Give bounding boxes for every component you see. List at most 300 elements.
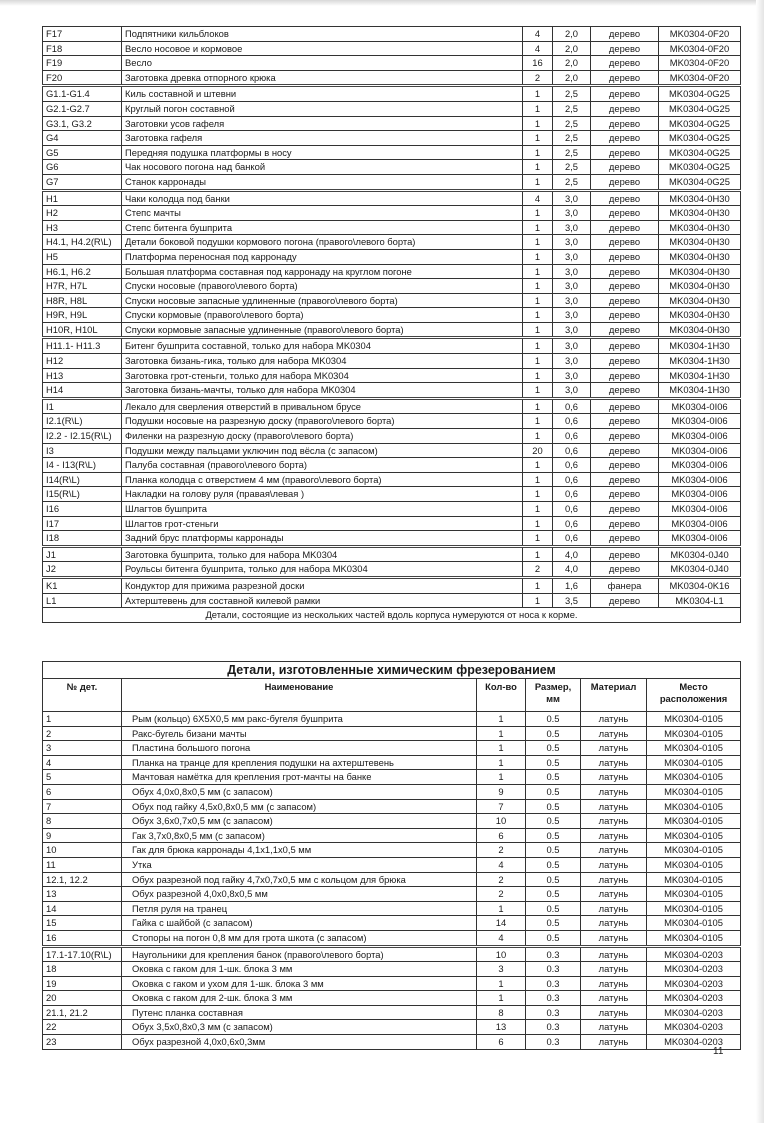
part-material: дерево [591, 443, 659, 458]
part-qty: 16 [523, 56, 553, 71]
part-location: MK0304-0G25 [659, 145, 741, 160]
part-name: Чак носового погона над банкой [122, 160, 523, 175]
table-row [43, 531, 741, 547]
part-size: 2,0 [553, 56, 591, 71]
part-material: дерево [591, 279, 659, 294]
table-row [43, 887, 741, 902]
part-id: H1 [43, 190, 122, 206]
part-id: 15 [43, 916, 122, 931]
part-name: Оковка с гаком для 1-шк. блока 3 мм [122, 962, 477, 977]
table-row [43, 916, 741, 931]
part-material: дерево [591, 220, 659, 235]
part-name: Планка колодца с отверстием 4 мм (правого\левого борта) [122, 472, 523, 487]
table-row [43, 145, 741, 160]
part-material: латунь [581, 828, 647, 843]
part-name: Задний брус платформы карронады [122, 531, 523, 547]
part-id: H4.1, H4.2(R\L) [43, 235, 122, 250]
part-material: латунь [581, 872, 647, 887]
part-material: дерево [591, 27, 659, 42]
part-location: MK0304-1H30 [659, 354, 741, 369]
part-size: 2,5 [553, 86, 591, 102]
part-id: 18 [43, 962, 122, 977]
part-id: H10R, H10L [43, 322, 122, 338]
part-material: дерево [591, 593, 659, 608]
part-id: 14 [43, 901, 122, 916]
part-location: MK0304-0H30 [659, 190, 741, 206]
header-size: Размер, мм [526, 679, 581, 712]
part-id: G6 [43, 160, 122, 175]
table-row [43, 930, 741, 946]
part-name: Круглый погон составной [122, 101, 523, 116]
part-size: 0.5 [526, 916, 581, 931]
part-location: MK0304-0105 [647, 741, 741, 756]
part-location: MK0304-0105 [647, 828, 741, 843]
part-name: Гак для брюка карронады 4,1х1,1х0,5 мм [122, 843, 477, 858]
part-location: MK0304-0I06 [659, 531, 741, 547]
part-size: 0.5 [526, 901, 581, 916]
part-qty: 2 [477, 843, 526, 858]
table-row [43, 516, 741, 531]
part-qty: 1 [523, 131, 553, 146]
part-size: 4,0 [553, 562, 591, 578]
part-id: I2.2 - I2.15(R\L) [43, 429, 122, 444]
page-number: 11 [713, 1046, 724, 1057]
table-row [43, 472, 741, 487]
part-name: Подушки носовые на разрезную доску (правого\левого борта) [122, 414, 523, 429]
part-location: MK0304-0G25 [659, 131, 741, 146]
part-qty: 1 [477, 726, 526, 741]
part-qty: 1 [523, 101, 553, 116]
part-qty: 1 [523, 145, 553, 160]
part-material: дерево [591, 531, 659, 547]
part-material: фанера [591, 577, 659, 593]
part-id: 16 [43, 930, 122, 946]
table-row [43, 86, 741, 102]
part-qty: 4 [523, 27, 553, 42]
part-name: Заготовка грот-стеньги, только для набора MK0304 [122, 368, 523, 383]
part-location: MK0304-0H30 [659, 308, 741, 323]
table-row [43, 160, 741, 175]
part-name: Заготовка бизань-гика, только для набора MK0304 [122, 354, 523, 369]
part-size: 0.3 [526, 991, 581, 1006]
part-material: латунь [581, 814, 647, 829]
part-name: Обух разрезной 4,0х0,8х0,5 мм [122, 887, 477, 902]
part-qty: 1 [523, 322, 553, 338]
part-qty: 1 [523, 220, 553, 235]
part-size: 0,6 [553, 487, 591, 502]
part-material: дерево [591, 293, 659, 308]
table-row [43, 190, 741, 206]
part-material: дерево [591, 206, 659, 221]
part-size: 0.3 [526, 1005, 581, 1020]
part-qty: 4 [523, 41, 553, 56]
part-name: Мачтовая намётка для крепления грот-мачты на банке [122, 770, 477, 785]
part-name: Планка на транце для крепления подушки на ахтерштевень [122, 755, 477, 770]
part-location: MK0304-0G25 [659, 160, 741, 175]
part-size: 0.5 [526, 784, 581, 799]
part-location: MK0304-0105 [647, 857, 741, 872]
part-id: 10 [43, 843, 122, 858]
part-id: H12 [43, 354, 122, 369]
part-name: Обух разрезной 4,0х0,6х0,3мм [122, 1035, 477, 1050]
table-row [43, 443, 741, 458]
part-id: G2.1-G2.7 [43, 101, 122, 116]
part-size: 3,0 [553, 322, 591, 338]
part-id: 17.1-17.10(R\L) [43, 946, 122, 962]
table-row [43, 502, 741, 517]
part-qty: 20 [523, 443, 553, 458]
table-row [43, 1005, 741, 1020]
part-material: дерево [591, 546, 659, 562]
part-id: I18 [43, 531, 122, 547]
etched-parts-table [42, 661, 741, 1050]
part-id: G3.1, G3.2 [43, 116, 122, 131]
part-material: латунь [581, 946, 647, 962]
part-qty: 2 [523, 562, 553, 578]
part-name: Филенки на разрезную доску (правого\левого борта) [122, 429, 523, 444]
part-location: MK0304-0203 [647, 1020, 741, 1035]
part-name: Весло носовое и кормовое [122, 41, 523, 56]
part-location: MK0304-0105 [647, 784, 741, 799]
part-size: 0.3 [526, 1020, 581, 1035]
part-qty: 1 [523, 206, 553, 221]
part-material: дерево [591, 235, 659, 250]
part-location: MK0304-0F20 [659, 70, 741, 86]
table-row [43, 414, 741, 429]
part-material: латунь [581, 799, 647, 814]
part-id: F17 [43, 27, 122, 42]
part-qty: 3 [477, 962, 526, 977]
table-row [43, 41, 741, 56]
part-location: MK0304-0G25 [659, 101, 741, 116]
part-id: 12.1, 12.2 [43, 872, 122, 887]
part-id: H13 [43, 368, 122, 383]
part-qty: 2 [477, 872, 526, 887]
part-name: Степс мачты [122, 206, 523, 221]
part-id: J1 [43, 546, 122, 562]
table-row [43, 562, 741, 578]
table-row [43, 322, 741, 338]
part-material: латунь [581, 976, 647, 991]
table-row [43, 976, 741, 991]
part-material: дерево [591, 458, 659, 473]
part-name: Наугольники для крепления банок (правого\левого борта) [122, 946, 477, 962]
part-id: 2 [43, 726, 122, 741]
part-size: 1,6 [553, 577, 591, 593]
part-size: 2,5 [553, 116, 591, 131]
part-qty: 1 [523, 174, 553, 190]
part-size: 0.5 [526, 843, 581, 858]
part-name: Оковка с гаком для 2-шк. блока 3 мм [122, 991, 477, 1006]
part-location: MK0304-0105 [647, 814, 741, 829]
header-row [43, 679, 741, 712]
part-qty: 14 [477, 916, 526, 931]
part-size: 3,0 [553, 264, 591, 279]
part-name: Рым (кольцо) 6X5X0,5 мм ракс-бугеля бушприта [122, 712, 477, 727]
part-material: латунь [581, 770, 647, 785]
header-name: Наименование [122, 679, 477, 712]
part-material: латунь [581, 784, 647, 799]
table-row [43, 308, 741, 323]
part-material: дерево [591, 116, 659, 131]
part-id: 13 [43, 887, 122, 902]
numbering-note: Детали, состоящие из нескольких частей вдоль корпуса нумеруются от носа к корме. [43, 608, 741, 623]
table-row [43, 755, 741, 770]
part-name: Роульсы битенга бушприта, только для набора MK0304 [122, 562, 523, 578]
part-size: 3,0 [553, 383, 591, 399]
part-name: Обух под гайку 4,5х0,8х0,5 мм (с запасом) [122, 799, 477, 814]
part-size: 0.5 [526, 930, 581, 946]
table-row [43, 279, 741, 294]
part-id: 3 [43, 741, 122, 756]
part-location: MK0304-0I06 [659, 487, 741, 502]
part-id: H7R, H7L [43, 279, 122, 294]
part-qty: 4 [477, 930, 526, 946]
part-name: Обух 3,5х0,8х0,3 мм (с запасом) [122, 1020, 477, 1035]
part-material: латунь [581, 843, 647, 858]
part-size: 3,5 [553, 593, 591, 608]
part-material: латунь [581, 962, 647, 977]
part-location: MK0304-0G25 [659, 86, 741, 102]
table-row [43, 131, 741, 146]
part-id: 19 [43, 976, 122, 991]
part-location: MK0304-0105 [647, 726, 741, 741]
part-material: дерево [591, 472, 659, 487]
part-id: L1 [43, 593, 122, 608]
part-qty: 1 [523, 487, 553, 502]
part-qty: 1 [477, 976, 526, 991]
table-row [43, 872, 741, 887]
part-id: 4 [43, 755, 122, 770]
part-name: Спуски кормовые запасные удлиненные (правого\левого борта) [122, 322, 523, 338]
part-id: 8 [43, 814, 122, 829]
table-row [43, 429, 741, 444]
part-qty: 1 [523, 293, 553, 308]
part-size: 2,5 [553, 131, 591, 146]
section-title-row [43, 662, 741, 679]
part-material: латунь [581, 712, 647, 727]
part-qty: 4 [523, 190, 553, 206]
table-row [43, 338, 741, 354]
part-location: MK0304-0203 [647, 991, 741, 1006]
part-id: J2 [43, 562, 122, 578]
part-size: 0,6 [553, 398, 591, 414]
part-qty: 1 [523, 354, 553, 369]
part-size: 0,6 [553, 502, 591, 517]
table-row [43, 27, 741, 42]
part-size: 0.3 [526, 946, 581, 962]
part-location: MK0304-0F20 [659, 56, 741, 71]
table-row [43, 962, 741, 977]
part-name: Спуски носовые запасные удлиненные (правого\левого борта) [122, 293, 523, 308]
part-location: MK0304-0203 [647, 1035, 741, 1050]
part-location: MK0304-0105 [647, 887, 741, 902]
table-row [43, 770, 741, 785]
part-material: дерево [591, 131, 659, 146]
part-location: MK0304-0105 [647, 872, 741, 887]
part-size: 0.5 [526, 887, 581, 902]
part-qty: 1 [523, 398, 553, 414]
table-row [43, 946, 741, 962]
scan-edge-right [756, 0, 764, 1123]
part-name: Степс битенга бушприта [122, 220, 523, 235]
part-material: латунь [581, 887, 647, 902]
part-id: H9R, H9L [43, 308, 122, 323]
part-location: MK0304-0I06 [659, 398, 741, 414]
part-location: MK0304-0105 [647, 901, 741, 916]
part-qty: 1 [477, 991, 526, 1006]
table-row [43, 726, 741, 741]
part-name: Ахтерштевень для составной килевой рамки [122, 593, 523, 608]
part-location: MK0304-0203 [647, 962, 741, 977]
part-material: дерево [591, 308, 659, 323]
table-row [43, 784, 741, 799]
part-id: G4 [43, 131, 122, 146]
table-row [43, 206, 741, 221]
part-name: Стопоры на погон 0,8 мм для грота шкота (с запасом) [122, 930, 477, 946]
part-id: 7 [43, 799, 122, 814]
part-location: MK0304-0105 [647, 930, 741, 946]
part-qty: 1 [523, 86, 553, 102]
part-id: 20 [43, 991, 122, 1006]
part-qty: 1 [523, 160, 553, 175]
part-material: дерево [591, 145, 659, 160]
table-row [43, 398, 741, 414]
table-row [43, 828, 741, 843]
part-size: 0.5 [526, 814, 581, 829]
part-qty: 1 [477, 741, 526, 756]
part-id: 1 [43, 712, 122, 727]
part-id: I16 [43, 502, 122, 517]
part-material: латунь [581, 1020, 647, 1035]
part-location: MK0304-0H30 [659, 220, 741, 235]
part-name: Подушки между пальцами уключин под вёсла (с запасом) [122, 443, 523, 458]
part-size: 3,0 [553, 249, 591, 264]
part-location: MK0304-0H30 [659, 293, 741, 308]
table-row [43, 593, 741, 608]
table-row [43, 857, 741, 872]
part-location: MK0304-0203 [647, 1005, 741, 1020]
part-material: дерево [591, 502, 659, 517]
part-location: MK0304-0I06 [659, 429, 741, 444]
part-name: Станок карронады [122, 174, 523, 190]
part-id: 22 [43, 1020, 122, 1035]
part-id: K1 [43, 577, 122, 593]
part-size: 3,0 [553, 235, 591, 250]
part-size: 0.5 [526, 770, 581, 785]
part-material: латунь [581, 901, 647, 916]
part-location: MK0304-0H30 [659, 206, 741, 221]
part-id: G5 [43, 145, 122, 160]
part-qty: 1 [523, 368, 553, 383]
part-id: H5 [43, 249, 122, 264]
part-id: H14 [43, 383, 122, 399]
part-name: Обух 4,0х0,8х0,5 мм (с запасом) [122, 784, 477, 799]
part-material: дерево [591, 338, 659, 354]
part-location: MK0304-1H30 [659, 383, 741, 399]
part-material: дерево [591, 368, 659, 383]
part-size: 3,0 [553, 279, 591, 294]
table-row [43, 991, 741, 1006]
part-material: дерево [591, 264, 659, 279]
table-row [43, 814, 741, 829]
table-row [43, 799, 741, 814]
part-qty: 1 [523, 116, 553, 131]
section-title: Детали, изготовленные химическим фрезерованием [43, 662, 741, 679]
part-size: 3,0 [553, 338, 591, 354]
part-size: 0.5 [526, 828, 581, 843]
part-id: 11 [43, 857, 122, 872]
table-row [43, 249, 741, 264]
part-location: MK0304-0105 [647, 770, 741, 785]
part-material: дерево [591, 414, 659, 429]
part-size: 0,6 [553, 414, 591, 429]
part-name: Шлагтов бушприта [122, 502, 523, 517]
part-material: дерево [591, 487, 659, 502]
part-qty: 8 [477, 1005, 526, 1020]
part-id: I17 [43, 516, 122, 531]
part-qty: 1 [477, 755, 526, 770]
header-id: № дет. [43, 679, 122, 712]
part-name: Шлагтов грот-стеньги [122, 516, 523, 531]
part-location: MK0304-1H30 [659, 338, 741, 354]
part-qty: 9 [477, 784, 526, 799]
part-name: Заготовки усов гафеля [122, 116, 523, 131]
part-material: латунь [581, 857, 647, 872]
part-size: 0,6 [553, 443, 591, 458]
part-size: 0,6 [553, 429, 591, 444]
part-name: Гак 3,7х0,8х0,5 мм (с запасом) [122, 828, 477, 843]
part-name: Лекало для сверления отверстий в привальном брусе [122, 398, 523, 414]
part-size: 2,5 [553, 160, 591, 175]
part-name: Утка [122, 857, 477, 872]
table-row [43, 56, 741, 71]
part-id: F19 [43, 56, 122, 71]
part-qty: 1 [477, 770, 526, 785]
part-qty: 10 [477, 946, 526, 962]
part-material: дерево [591, 429, 659, 444]
table-row [43, 383, 741, 399]
part-material: дерево [591, 190, 659, 206]
part-size: 0,6 [553, 516, 591, 531]
part-name: Пластина большого погона [122, 741, 477, 756]
part-material: латунь [581, 1035, 647, 1050]
part-size: 3,0 [553, 368, 591, 383]
part-size: 2,0 [553, 41, 591, 56]
part-size: 0.3 [526, 962, 581, 977]
part-location: MK0304-0H30 [659, 322, 741, 338]
part-location: MK0304-0F20 [659, 41, 741, 56]
part-name: Путенс планка составная [122, 1005, 477, 1020]
part-location: MK0304-0105 [647, 799, 741, 814]
part-size: 0.5 [526, 726, 581, 741]
table-row [43, 843, 741, 858]
part-location: MK0304-0I06 [659, 443, 741, 458]
part-size: 3,0 [553, 293, 591, 308]
part-material: дерево [591, 160, 659, 175]
part-id: I4 - I13(R\L) [43, 458, 122, 473]
table-row [43, 546, 741, 562]
part-location: MK0304-0105 [647, 755, 741, 770]
table-row [43, 712, 741, 727]
part-qty: 1 [523, 235, 553, 250]
part-size: 3,0 [553, 354, 591, 369]
part-material: дерево [591, 86, 659, 102]
part-qty: 1 [523, 593, 553, 608]
part-location: MK0304-0H30 [659, 235, 741, 250]
part-id: I15(R\L) [43, 487, 122, 502]
part-qty: 1 [523, 458, 553, 473]
